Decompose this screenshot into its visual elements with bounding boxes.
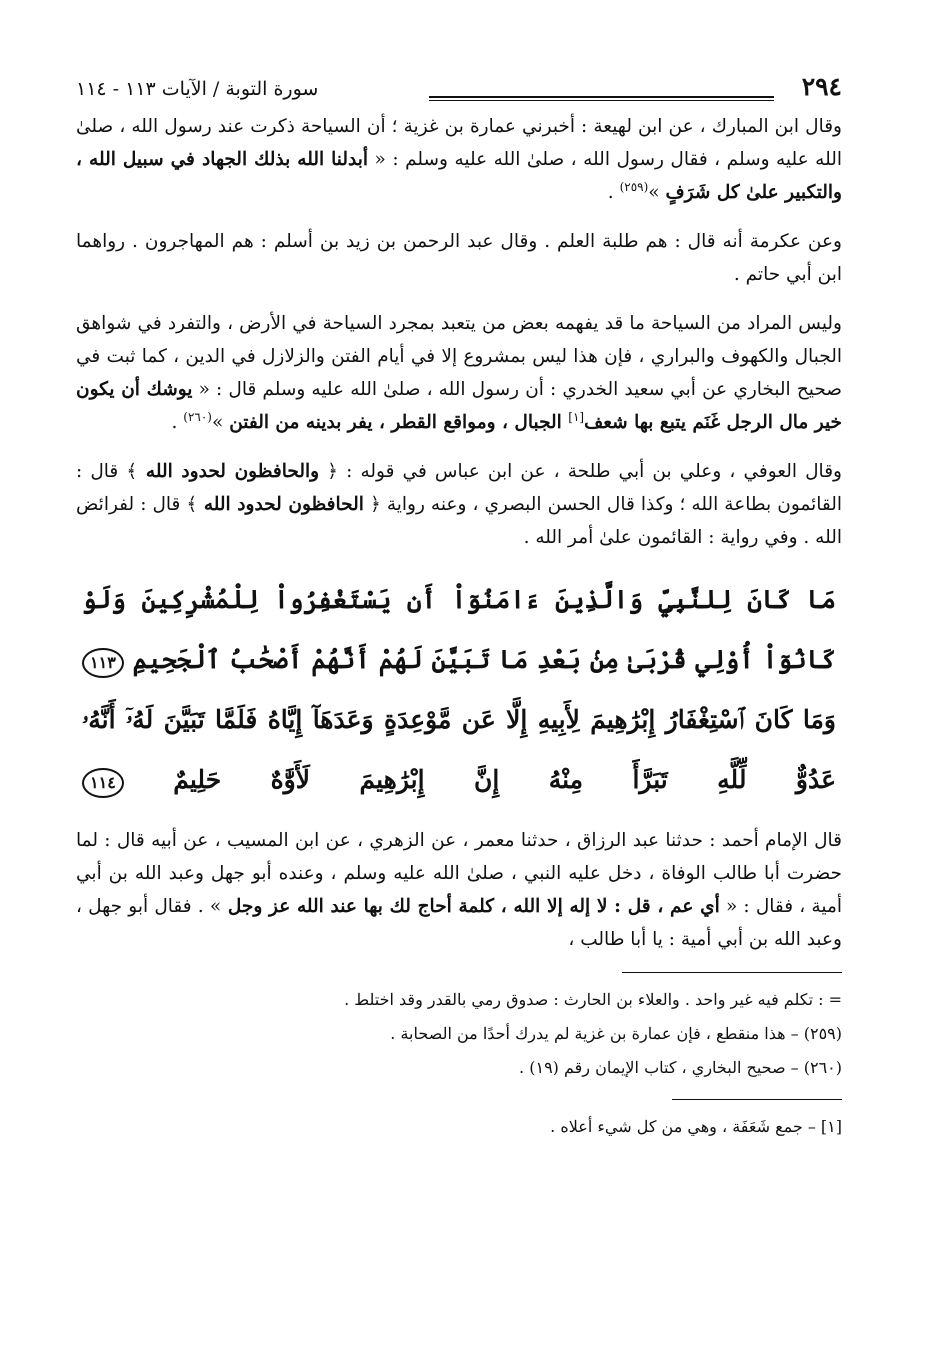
header-rule bbox=[429, 96, 774, 101]
hadith-text: الجبال ، ومواقع القطر ، يفر بدينه من الفتن bbox=[229, 412, 569, 433]
paragraph-text: . bbox=[607, 182, 620, 203]
paragraph-text: وقال ابن المبارك ، عن ابن لهيعة : أخبرني عمارة بن غزية ؛ أن السياحة ذكرت عند رسول الله ، صلىٰ الله عليه وسلم ، فقال رسول الله ، صلىٰ الله عليه وسلم : « bbox=[76, 116, 842, 170]
editor-footnote: [١] – جمع شَعَفَة ، وهي من كل شيء أعلاه . bbox=[550, 1117, 842, 1136]
hadith-text: أبدلنا الله بذلك الجهاد في سبيل الله ، والتكبير علىٰ كل شَرَفٍ bbox=[76, 149, 842, 203]
quran-verse-block bbox=[82, 570, 836, 810]
paragraph-text: . bbox=[171, 412, 184, 433]
editor-note-divider bbox=[672, 1099, 842, 1100]
quran-quote: والحافظون لحدود الله bbox=[137, 461, 320, 482]
paragraph-3 bbox=[76, 307, 842, 439]
verse-text: وَمَا كَانَ ٱسْتِغْفَارُ إِبْرَٰهِيمَ لِأَبِيهِ إِلَّا عَن مَّوْعِدَةٍ وَعَدَهَآ إِيَّاهُ فَلَمَّا تَبَيَّنَ لَهُۥٓ أَنَّهُۥ عَدُوٌّ لِّلَّهِ تَبَرَّأَ مِنْهُ إِنَّ إِبْرَٰهِيمَ لَأَوَّٰهٌ حَلِيمٌ bbox=[82, 705, 836, 794]
footnote-ref[interactable]: (٢٥٩) bbox=[619, 179, 649, 194]
hadith-text: يوشك أن يكون خير مال الرجل غَنَم يتبع بها شعف bbox=[76, 379, 842, 433]
footnote-ref[interactable]: [١] bbox=[568, 409, 585, 424]
footnote-divider bbox=[622, 972, 842, 973]
paragraph-text: ﴾ قال : لفرائض الله . وفي رواية : القائمون علىٰ أمر الله . bbox=[76, 494, 842, 548]
ayah-number-mark: ١١٣ bbox=[82, 648, 124, 678]
verse-text: مَا كَانَ لِلنَّبِيِّ وَالَّذِينَ ءَامَنُوٓاْ أَن يَسْتَغْفِرُواْ لِلْمُشْرِكِينَ وَلَوْ كَانُوٓاْ أُوْلِي قُرْبَىٰ مِنۢ بَعْدِ مَا تَبَيَّنَ لَهُمْ أَنَّهُمْ أَصْحَٰبُ ٱلْجَحِيمِ bbox=[82, 585, 836, 674]
paragraph-text: » . فقال أبو جهل ، وعبد الله بن أبي أمية : يا أبا طالب ، bbox=[76, 896, 842, 950]
footnote: (٢٦٠) – صحيح البخاري ، كتاب الإيمان رقم (١٩) . bbox=[519, 1058, 842, 1077]
paragraph-text: قال الإمام أحمد : حدثنا عبد الرزاق ، حدثنا معمر ، عن الزهري ، عن ابن المسيب ، عن أبيه قال : لما حضرت أبا طالب الوفاة ، دخل عليه النبي ، صلىٰ الله عليه وسلم ، وعنده أبو جهل وعبد الله بن أبي أمية ، فقال : « bbox=[76, 830, 842, 917]
paragraph-text: » bbox=[648, 182, 660, 203]
page-title: سورة التوبة / الآيات ١١٣ - ١١٤ bbox=[76, 78, 319, 100]
book-page bbox=[76, 70, 842, 1144]
footnote-ref[interactable]: (٢٦٠) bbox=[183, 409, 212, 424]
page-number: ٢٩٤ bbox=[801, 72, 842, 101]
paragraph-5 bbox=[76, 824, 842, 956]
paragraph-2: وعن عكرمة أنه قال : هم طلبة العلم . وقال عبد الرحمن بن زيد بن أسلم : هم المهاجرون . رواهما ابن أبي حاتم . bbox=[76, 231, 842, 285]
paragraph-text: وليس المراد من السياحة ما قد يفهمه بعض من يتعبد بمجرد السياحة في الأرض ، والتفرد في شواهق الجبال والكهوف والبراري ، فإن هذا ليس بمشروع إلا في أيام الفتن والزلازل في الدين ، كما ثبت في صحيح البخاري عن أبي سعيد الخدري : أن رسول الله ، صلىٰ الله عليه وسلم قال : « bbox=[76, 313, 842, 400]
paragraph-4 bbox=[76, 455, 842, 554]
paragraph-text: وقال العوفي ، وعلي بن أبي طلحة ، عن ابن عباس في قوله : ﴿ bbox=[327, 461, 842, 482]
paragraph-text: » bbox=[211, 412, 224, 433]
paragraph-text: ﴾ قال : القائمون بطاعة الله ؛ وكذا قال الحسن البصري ، وعنه رواية ﴿ bbox=[76, 461, 843, 515]
hadith-text: أي عم ، قل : لا إله إلا الله ، كلمة أحاج لك بها عند الله عز وجل bbox=[221, 896, 720, 917]
footnote: (٢٥٩) – هذا منقطع ، فإن عمارة بن غزية لم يدرك أحدًا من الصحابة . bbox=[390, 1024, 842, 1043]
footnote: = : تكلم فيه غير واحد . والعلاء بن الحارث : صدوق رمي بالقدر وقد اختلط . bbox=[344, 990, 842, 1009]
quran-quote: الحافظون لحدود الله bbox=[197, 494, 364, 515]
page-header bbox=[76, 70, 842, 110]
ayah-number-mark: ١١٤ bbox=[82, 768, 124, 798]
paragraph-1 bbox=[76, 110, 842, 209]
